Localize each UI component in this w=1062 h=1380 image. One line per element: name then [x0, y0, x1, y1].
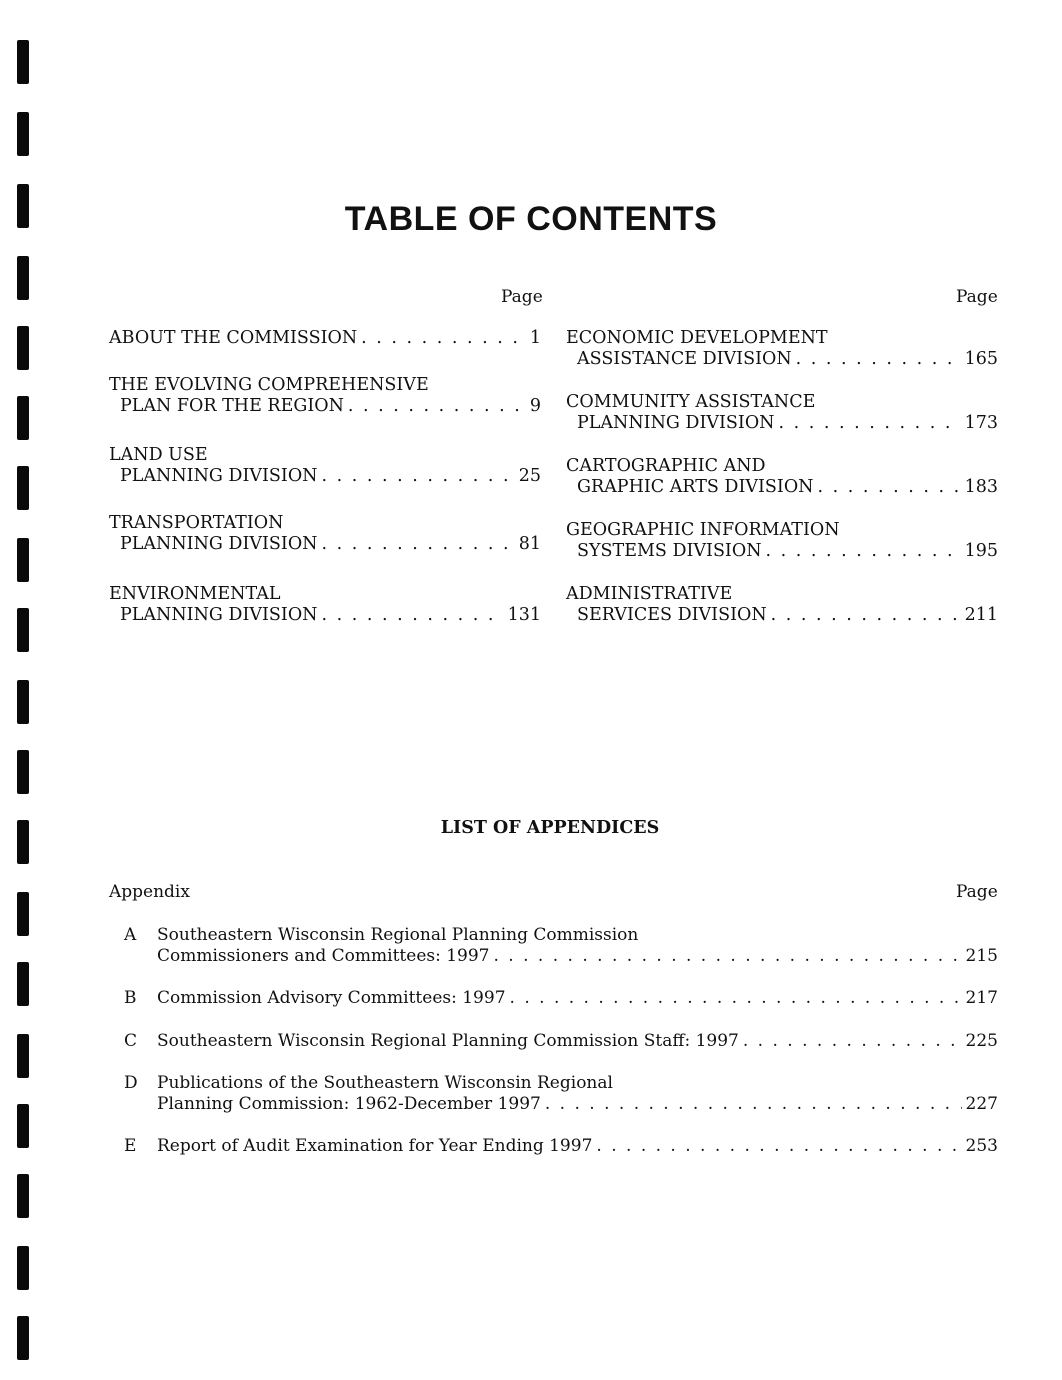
- appendix-page-number: 215: [965, 946, 998, 966]
- toc-entry: [566, 328, 998, 370]
- toc-entry: [109, 375, 541, 417]
- binding-mark: [17, 962, 29, 1006]
- toc-page-number: 1: [529, 328, 541, 348]
- toc-page-number: 183: [964, 477, 998, 497]
- toc-page-number: 173: [964, 413, 998, 433]
- binding-mark: [17, 750, 29, 794]
- toc-entry: [566, 392, 998, 434]
- dot-leader: [596, 1136, 961, 1157]
- toc-page-number: 211: [964, 605, 998, 625]
- toc-entry: [109, 328, 541, 349]
- binding-mark: [17, 608, 29, 652]
- appendix-letter: B: [124, 988, 137, 1008]
- toc-entry-title: SYSTEMS DIVISION: [577, 541, 762, 561]
- appendix-title: Planning Commission: 1962-December 1997: [157, 1094, 541, 1114]
- toc-entry: [109, 584, 541, 626]
- toc-page-number: 25: [518, 466, 541, 486]
- dot-leader: [796, 349, 961, 370]
- toc-page-number: 131: [507, 605, 541, 625]
- binding-mark: [17, 892, 29, 936]
- appendix-title-line1: Publications of the Southeastern Wisconsin Regional: [157, 1073, 613, 1093]
- toc-page-number: 81: [518, 534, 541, 554]
- toc-entry: [566, 456, 998, 498]
- binding-mark: [17, 466, 29, 510]
- toc-entry: [566, 584, 998, 626]
- dot-leader: [743, 1031, 962, 1052]
- toc-entry-title: PLAN FOR THE REGION: [120, 396, 344, 416]
- toc-entry-title-line1: GEOGRAPHIC INFORMATION: [566, 520, 840, 540]
- appendix-page-number: 217: [965, 988, 998, 1008]
- toc-entry-title-line1: ECONOMIC DEVELOPMENT: [566, 328, 828, 348]
- toc-entry-title-line1: COMMUNITY ASSISTANCE: [566, 392, 816, 412]
- appendix-letter: C: [124, 1031, 138, 1051]
- dot-leader: [778, 413, 960, 434]
- toc-entry-title-line1: ENVIRONMENTAL: [109, 584, 281, 604]
- toc-page-number: 165: [964, 349, 998, 369]
- toc-entry-title: ABOUT THE COMMISSION: [109, 328, 358, 348]
- dot-leader: [348, 396, 526, 417]
- appendix-letter: A: [124, 925, 137, 945]
- toc-entry-title-line1: ADMINISTRATIVE: [566, 584, 733, 604]
- toc-entry: [109, 513, 541, 555]
- appendix-page-number: 225: [965, 1031, 998, 1051]
- binding-mark: [17, 326, 29, 370]
- appendix-title: Commissioners and Committees: 1997: [157, 946, 490, 966]
- dot-leader: [771, 605, 961, 626]
- page-column-header-right: Page: [956, 287, 998, 307]
- toc-page-number: 195: [964, 541, 998, 561]
- binding-mark: [17, 256, 29, 300]
- toc-entry-title: PLANNING DIVISION: [577, 413, 775, 433]
- appendix-letter: D: [124, 1073, 138, 1093]
- binding-mark: [17, 538, 29, 582]
- binding-mark: [17, 1174, 29, 1218]
- toc-entry-title-line1: THE EVOLVING COMPREHENSIVE: [109, 375, 429, 395]
- appendix-entry: [124, 1031, 998, 1052]
- toc-page-number: 9: [529, 396, 541, 416]
- toc-entry-title: PLANNING DIVISION: [120, 534, 318, 554]
- page-column-header-left: Page: [501, 287, 543, 307]
- toc-entry-title: ASSISTANCE DIVISION: [577, 349, 792, 369]
- toc-entry-title: SERVICES DIVISION: [577, 605, 767, 625]
- toc-entry-title-line1: CARTOGRAPHIC AND: [566, 456, 766, 476]
- binding-mark: [17, 1246, 29, 1290]
- dot-leader: [545, 1094, 962, 1115]
- binding-mark: [17, 1034, 29, 1078]
- dot-leader: [321, 605, 503, 626]
- binding-mark: [17, 1316, 29, 1360]
- appendix-title-line1: Southeastern Wisconsin Regional Planning Commission: [157, 925, 639, 945]
- binding-mark: [17, 1104, 29, 1148]
- dot-leader: [321, 466, 514, 487]
- appendix-title: Southeastern Wisconsin Regional Planning Commission Staff: 1997: [157, 1031, 739, 1051]
- appendix-letter: E: [124, 1136, 137, 1156]
- page-title: TABLE OF CONTENTS: [344, 200, 718, 238]
- binding-mark: [17, 396, 29, 440]
- binding-mark: [17, 40, 29, 84]
- appendix-page-number: 253: [965, 1136, 998, 1156]
- toc-entry-title-line1: LAND USE: [109, 445, 208, 465]
- toc-entry: [566, 520, 998, 562]
- toc-entry-title: GRAPHIC ARTS DIVISION: [577, 477, 814, 497]
- appendix-title: Commission Advisory Committees: 1997: [157, 988, 506, 1008]
- appendix-entry: [124, 925, 998, 967]
- appendices-title: LIST OF APPENDICES: [440, 818, 660, 838]
- appendix-entry: [124, 1136, 998, 1157]
- dot-leader: [494, 946, 962, 967]
- dot-leader: [321, 534, 514, 555]
- appendix-page-number: 227: [965, 1094, 998, 1114]
- page-column-header: Page: [956, 882, 998, 902]
- dot-leader: [510, 988, 962, 1009]
- dot-leader: [817, 477, 960, 498]
- toc-entry-title-line1: TRANSPORTATION: [109, 513, 284, 533]
- toc-entry-title: PLANNING DIVISION: [120, 605, 318, 625]
- binding-mark: [17, 680, 29, 724]
- dot-leader: [361, 328, 526, 349]
- appendix-title: Report of Audit Examination for Year Ending 1997: [157, 1136, 593, 1156]
- appendix-entry: [124, 988, 998, 1009]
- binding-mark: [17, 112, 29, 156]
- toc-entry-title: PLANNING DIVISION: [120, 466, 318, 486]
- toc-entry: [109, 445, 541, 487]
- dot-leader: [766, 541, 961, 562]
- appendix-entry: [124, 1073, 998, 1115]
- appendix-column-header: Appendix: [109, 882, 190, 902]
